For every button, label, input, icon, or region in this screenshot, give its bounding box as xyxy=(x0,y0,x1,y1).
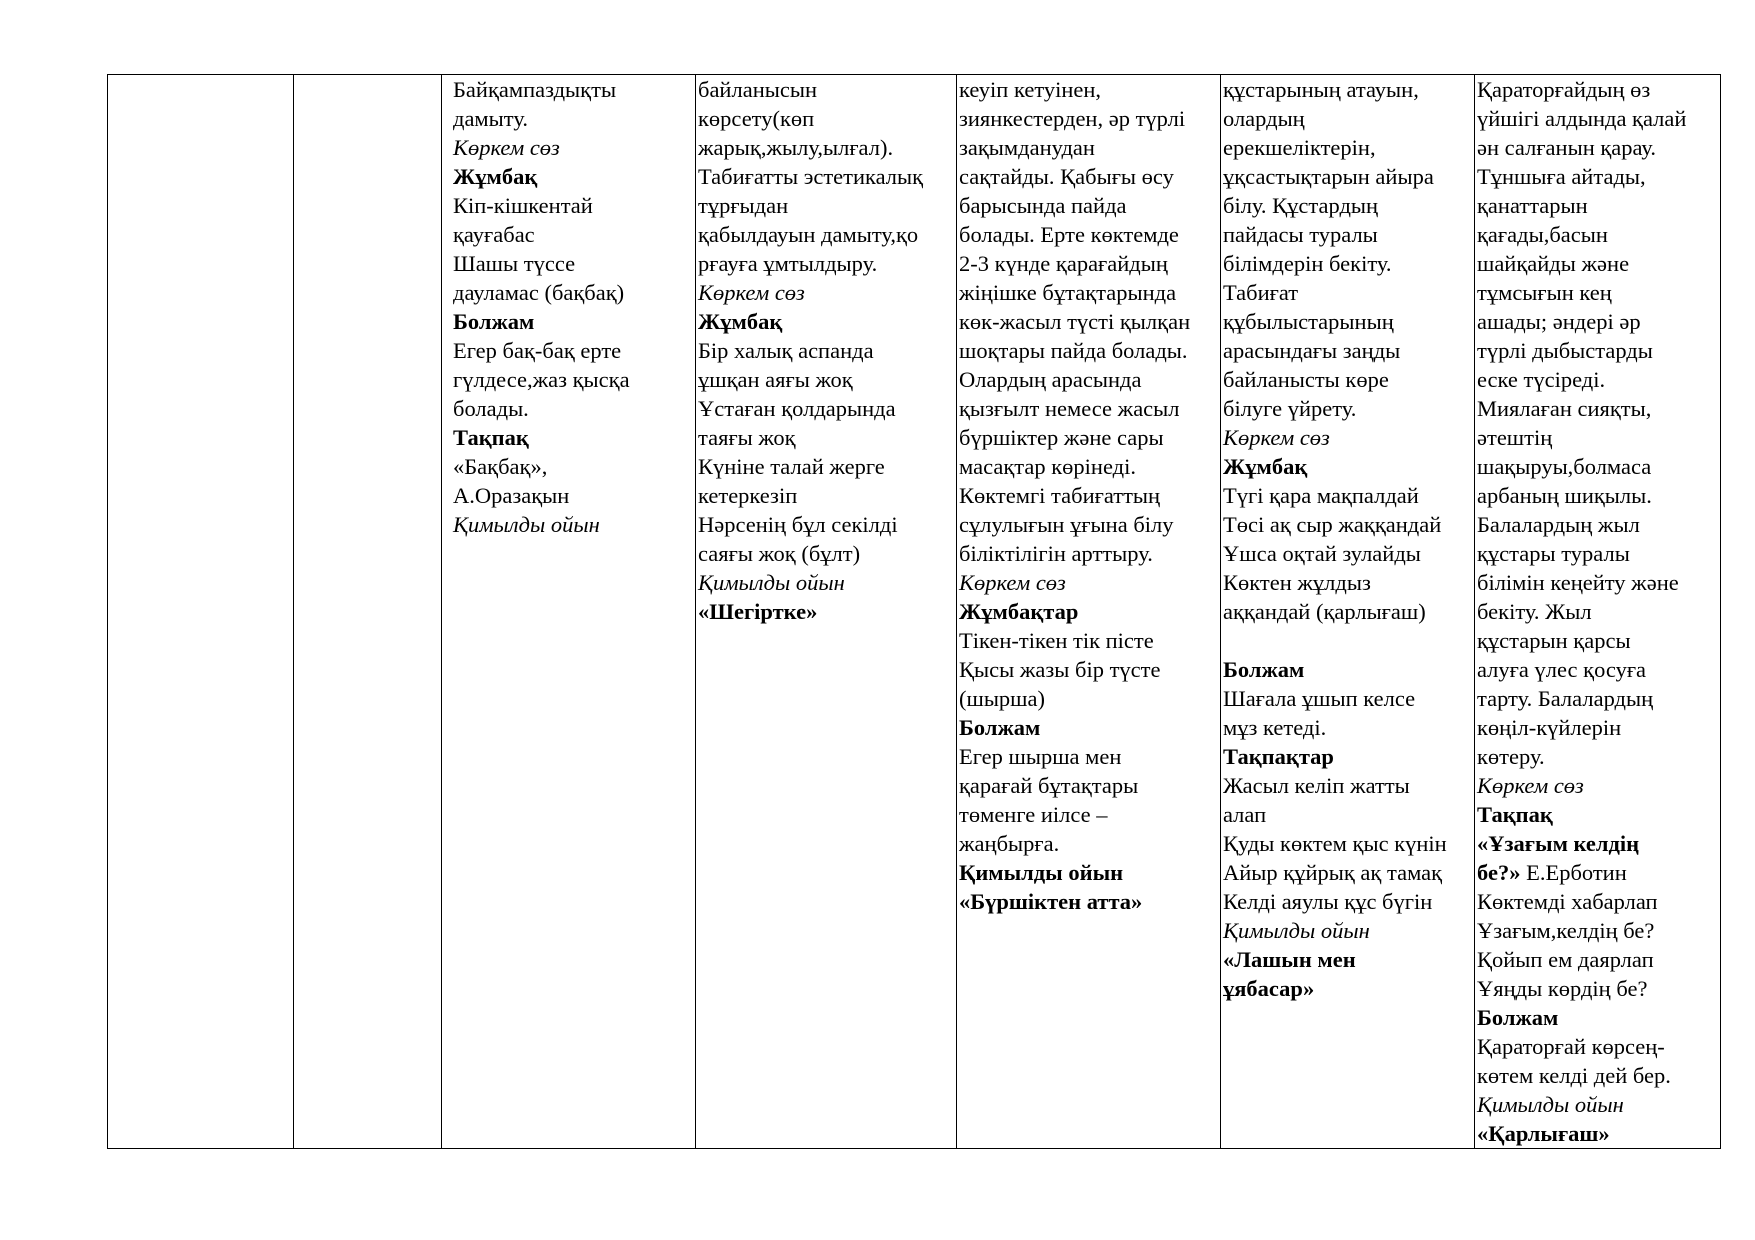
text-line: рғауға ұмтылдыру. xyxy=(698,251,878,276)
blank-line xyxy=(1223,626,1472,655)
italic-heading: Көркем сөз xyxy=(453,135,560,160)
text-line: түрлі дыбыстарды xyxy=(1477,338,1653,363)
bold-heading: ұябасар» xyxy=(1223,976,1315,1001)
text-line: алап xyxy=(1223,802,1267,827)
text-line: зиянкестерден, әр түрлі xyxy=(959,106,1186,131)
text-line: Қуды көктем қыс күнін xyxy=(1223,831,1447,856)
text-line: болады. Ерте көктемде xyxy=(959,222,1179,247)
text-line: «Бақбақ», xyxy=(453,454,548,479)
text-line: Табиғат xyxy=(1223,280,1299,305)
text-line: Қараторғай көрсең- xyxy=(1477,1034,1665,1059)
text-line: Келді аяулы құс бүгін xyxy=(1223,889,1433,914)
text-line: біліктілігін арттыру. xyxy=(959,541,1153,566)
text-line: қағады,басын xyxy=(1477,222,1608,247)
italic-heading: Қимылды ойын xyxy=(698,570,845,595)
text-line: ашады; әндері әр xyxy=(1477,309,1641,334)
text-line: жіңішке бұтақтарында xyxy=(959,280,1177,305)
text-line: қарағай бұтақтары xyxy=(959,773,1139,798)
text-line: тұмсығын кең xyxy=(1477,280,1612,305)
text-line: шайқайды және xyxy=(1477,251,1630,276)
table-cell-col2 xyxy=(294,75,442,1149)
text-line: төменге иілсе – xyxy=(959,802,1108,827)
italic-heading: Көркем сөз xyxy=(1223,425,1330,450)
text-line xyxy=(1477,858,1718,887)
bold-heading: Тақпақ xyxy=(453,425,529,450)
text-line: қанаттарын xyxy=(1477,193,1588,218)
text-line: Егер бақ-бақ ерте xyxy=(453,338,622,363)
text-line: Ұшса оқтай зулайды xyxy=(1223,541,1421,566)
text-line: алуға үлес қосуға xyxy=(1477,657,1647,682)
text-line: қызғылт немесе жасыл xyxy=(959,396,1180,421)
text-line: көңіл-күйлерін xyxy=(1477,715,1622,740)
italic-heading: Көркем сөз xyxy=(959,570,1066,595)
text-line: бүршіктер және сары xyxy=(959,425,1164,450)
text-line: байланысты көре xyxy=(1223,367,1389,392)
text-line: білуге үйрету. xyxy=(1223,396,1357,421)
text-line: жаңбырға. xyxy=(959,831,1060,856)
text-line: Нәрсенің бұл секілді xyxy=(698,512,898,537)
text-line: барысында пайда xyxy=(959,193,1127,218)
text-line: Ұстаған қолдарында xyxy=(698,396,896,421)
text-line: көрсету(көп xyxy=(698,106,815,131)
table-cell-col6 xyxy=(1221,75,1475,1149)
text-line: Ұзағым,келдің бе? xyxy=(1477,918,1655,943)
text-line: Түгі қара мақпалдай xyxy=(1223,483,1419,508)
text-line: Көктемгі табиғаттың xyxy=(959,483,1161,508)
text-line: Жасыл келіп жатты xyxy=(1223,773,1410,798)
bold-heading: «Ұзағым келдің xyxy=(1477,831,1640,856)
bold-heading: Жұмбақ xyxy=(453,164,538,189)
text-line: ән салғанын қарау. xyxy=(1477,135,1657,160)
text-line: білімдерін бекіту. xyxy=(1223,251,1392,276)
text-line: масақтар көрінеді. xyxy=(959,454,1136,479)
text-line: білімін кеңейту және xyxy=(1477,570,1679,595)
table-cell-col4 xyxy=(696,75,957,1149)
text-line: құстары туралы xyxy=(1477,541,1630,566)
text-line: Күніне талай жерге xyxy=(698,454,885,479)
text-line: 2-3 күнде қарағайдың xyxy=(959,251,1168,276)
text-line: Ұяңды көрдің бе? xyxy=(1477,976,1648,1001)
text-line: көтем келді дей бер. xyxy=(1477,1063,1671,1088)
text-line: Балалардың жыл xyxy=(1477,512,1640,537)
italic-heading: Көркем сөз xyxy=(1477,773,1584,798)
bold-heading: Болжам xyxy=(1223,657,1305,682)
bold-heading: Қимылды ойын xyxy=(959,860,1124,885)
text-line: көтеру. xyxy=(1477,744,1545,769)
text-line: Байқампаздықты xyxy=(453,77,617,102)
bold-heading: Болжам xyxy=(959,715,1041,740)
italic-heading: Көркем сөз xyxy=(698,280,805,305)
text-line: жарық,жылу,ылғал). xyxy=(698,135,894,160)
bold-heading: «Шегіртке» xyxy=(698,599,818,624)
text-line: Миялаған сияқты, xyxy=(1477,396,1652,421)
text-line: құстарын қарсы xyxy=(1477,628,1631,653)
bold-heading: Болжам xyxy=(1477,1005,1559,1030)
text-line: дауламас (бақбақ) xyxy=(453,280,625,305)
text-line: Шағала ұшып келсе xyxy=(1223,686,1416,711)
table-cell-col5 xyxy=(957,75,1221,1149)
text-line: байланысын xyxy=(698,77,817,102)
text-line: ерекшеліктерін, xyxy=(1223,135,1376,160)
text-line: Бір халық аспанда xyxy=(698,338,874,363)
text-line: дамыту. xyxy=(453,106,528,131)
text-line: А.Оразақын xyxy=(453,483,570,508)
text-line: Шашы түссе xyxy=(453,251,576,276)
text-line: білу. Құстардың xyxy=(1223,193,1379,218)
text-line: гүлдесе,жаз қысқа xyxy=(453,367,630,392)
text-line: мұз кетеді. xyxy=(1223,715,1327,740)
bold-text: бе?» xyxy=(1477,860,1521,885)
text-line: кеуіп кетуінен, xyxy=(959,77,1102,102)
text-line: тарту. Балалардың xyxy=(1477,686,1654,711)
text-line: тұрғыдан xyxy=(698,193,789,218)
text-line: сақтайды. Қабығы өсу xyxy=(959,164,1174,189)
text-line: Қараторғайдың өз xyxy=(1477,77,1651,102)
bold-heading: Болжам xyxy=(453,309,535,334)
text-line: Айыр құйрық ақ тамақ xyxy=(1223,860,1443,885)
text-line: таяғы жоқ xyxy=(698,425,796,450)
text-line: Қысы жазы бір түсте xyxy=(959,657,1161,682)
text-line: зақымданудан xyxy=(959,135,1095,160)
italic-heading: Қимылды ойын xyxy=(453,512,600,537)
bold-heading: «Бүршіктен атта» xyxy=(959,889,1143,914)
text-line: шоқтары пайда болады. xyxy=(959,338,1188,363)
text-line: олардың xyxy=(1223,106,1305,131)
table-cell-col7 xyxy=(1475,75,1721,1149)
text-line: үйшігі алдында қалай xyxy=(1477,106,1687,131)
text-line: саяғы жоқ (бұлт) xyxy=(698,541,861,566)
text-line: кетеркезіп xyxy=(698,483,798,508)
bold-heading: Тақпақтар xyxy=(1223,744,1334,769)
text-line: пайдасы туралы xyxy=(1223,222,1378,247)
text-line: ұқсастықтарын айыра xyxy=(1223,164,1434,189)
bold-heading: Жұмбақтар xyxy=(959,599,1079,624)
bold-heading: Жұмбақ xyxy=(698,309,783,334)
italic-heading: Қимылды ойын xyxy=(1477,1092,1624,1117)
bold-heading: «Қарлығаш» xyxy=(1477,1121,1610,1146)
text-line: Олардың арасында xyxy=(959,367,1142,392)
text-line: Қойып ем даярлап xyxy=(1477,947,1654,972)
text-line: Көктен жұлдыз xyxy=(1223,570,1371,595)
text-line: құбылыстарының xyxy=(1223,309,1394,334)
text-line: Көктемді хабарлап xyxy=(1477,889,1658,914)
text-line: шақыруы,болмаса xyxy=(1477,454,1652,479)
text-line: Төсі ақ сыр жаққандай xyxy=(1223,512,1442,537)
text-line: бекіту. Жыл xyxy=(1477,599,1592,624)
text-line: әтештің xyxy=(1477,425,1553,450)
table-row xyxy=(108,75,1721,1149)
text-line: ұшқан аяғы жоқ xyxy=(698,367,853,392)
text-line: еске түсіреді. xyxy=(1477,367,1606,392)
text-line: болады. xyxy=(453,396,529,421)
bold-heading: Жұмбақ xyxy=(1223,454,1308,479)
bold-heading: «Лашын мен xyxy=(1223,947,1356,972)
table-cell-col3 xyxy=(442,75,696,1149)
plan-table xyxy=(107,74,1721,1149)
italic-heading: Қимылды ойын xyxy=(1223,918,1370,943)
bold-heading: Тақпақ xyxy=(1477,802,1553,827)
text-line: құстарының атауын, xyxy=(1223,77,1419,102)
text-line: қауғабас xyxy=(453,222,535,247)
text-line: арасындағы заңды xyxy=(1223,338,1401,363)
text-line: Тікен-тікен тік пісте xyxy=(959,628,1154,653)
text-line: арбаның шиқылы. xyxy=(1477,483,1652,508)
text-segment: Е.Ерботин xyxy=(1520,860,1627,885)
text-line: Егер шырша мен xyxy=(959,744,1122,769)
text-line: қабылдауын дамыту,қо xyxy=(698,222,919,247)
text-line: аққандай (қарлығаш) xyxy=(1223,599,1426,624)
text-line: Табиғатты эстетикалық xyxy=(698,164,924,189)
table-cell-col1 xyxy=(108,75,294,1149)
text-line: сұлулығын ұғына білу xyxy=(959,512,1174,537)
text-line: (шырша) xyxy=(959,686,1045,711)
text-line: көк-жасыл түсті қылқан xyxy=(959,309,1191,334)
text-line: Кіп-кішкентай xyxy=(453,193,593,218)
text-line: Тұншыға айтады, xyxy=(1477,164,1646,189)
